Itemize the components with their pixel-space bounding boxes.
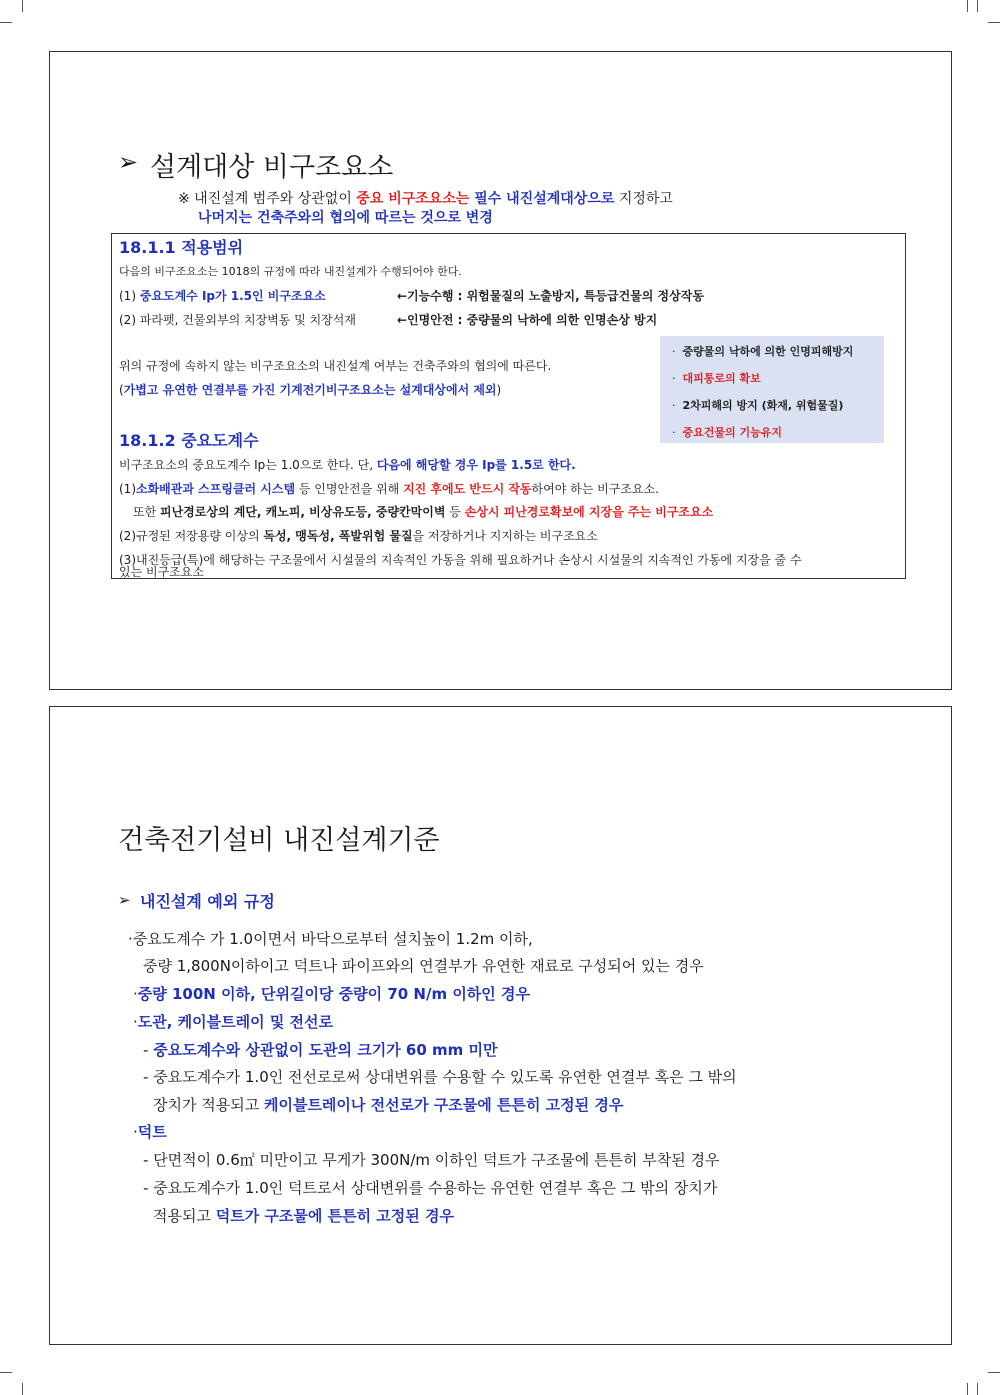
side-note-item: · 중요건물의 기능유지 (672, 426, 782, 439)
text-run: 등 (445, 505, 465, 519)
exception-line (143, 1066, 737, 1087)
text-run: 지정하고 (614, 191, 673, 207)
sec1-other: 위의 규정에 속하지 않는 비구조요소의 내진설계 여부는 건축주와의 협의에 따른다. (119, 359, 552, 373)
text-run: 장치가 적용되고 (153, 1096, 264, 1114)
sec1-item1-num: (1) (119, 289, 140, 303)
text-run: 케이블트레이나 전선로가 구조물에 튼튼히 고정된 경우 (263, 1096, 624, 1114)
text-run: 필수 내진설계대상으로 (469, 191, 615, 207)
section-18-1-2-title: 18.1.2 중요도계수 (119, 431, 259, 450)
sec1-item1 (119, 287, 326, 304)
text-run: 도관, 케이블트레이 및 전선로 (137, 1013, 334, 1031)
text-run: ※ 내진설계 범주와 상관없이 (178, 191, 357, 207)
text-run: 등 인명안전을 위해 (295, 482, 404, 496)
crop-mark (977, 0, 978, 12)
text-run: 다음에 해당할 경우 Ip를 1.5로 한다. (376, 458, 576, 472)
crop-mark (988, 22, 1000, 23)
text-run: · (133, 1013, 138, 1031)
text-run: 덕트가 구조물에 튼튼히 고정된 경우 (215, 1207, 454, 1225)
exception-line (143, 1039, 497, 1060)
crop-mark (22, 0, 23, 12)
slide2-heading: 내진설계 예외 규정 (140, 892, 275, 911)
text-run: 중량 1,800N이하이고 덕트나 파이프와의 연결부가 유연한 재료로 구성되어 있는 경우 (143, 957, 704, 975)
side-note-item: · 중량물의 낙하에 의한 인명피해방지 (672, 345, 854, 358)
text-run: 피난경로상의 계단, 캐노피, 비상유도등, 중량칸막이벽 (160, 505, 446, 519)
text-run: (1) (119, 482, 136, 496)
sec1-exclusion: (가볍고 유연한 연결부를 가진 기계전기비구조요소는 설계대상에서 제외) (119, 383, 502, 397)
exception-line (128, 928, 533, 949)
text-run: ·중요도계수 가 1.0이면서 바닥으로부터 설치높이 1.2m 이하, (128, 930, 533, 948)
sec2-line4 (119, 527, 598, 544)
crop-mark (22, 1383, 23, 1395)
text-run: · (133, 985, 138, 1003)
slide1-heading: 설계대상 비구조요소 (150, 152, 394, 183)
exception-line (153, 1094, 623, 1115)
sec2-line2 (119, 480, 659, 497)
text-run: 을 저장하거나 지지하는 비구조요소 (412, 529, 598, 543)
exception-line (143, 955, 704, 976)
side-note-item: · 대피통로의 확보 (672, 372, 761, 385)
text-run: 독성, 맹독성, 폭발위험 물질 (263, 529, 413, 543)
text-run: 손상시 피난경로확보에 지장을 주는 비구조요소 (464, 505, 714, 519)
section-18-1-1-title: 18.1.1 적용범위 (119, 238, 244, 257)
sec2-line1 (119, 456, 576, 473)
exception-line (133, 983, 530, 1004)
text-run: · (133, 1123, 138, 1141)
exception-line (153, 1205, 454, 1226)
crop-mark (0, 22, 12, 23)
crop-mark (967, 0, 968, 12)
text-run: (2)규정된 저장용량 이상의 (119, 529, 264, 543)
text-run: 소화배관과 스프링클러 시스템 (136, 482, 296, 496)
crop-mark (977, 1383, 978, 1395)
sec1-item2-note: ←인명안전 : 중량물의 낙하에 의한 인명손상 방지 (397, 313, 658, 327)
text-run: 또한 (133, 505, 160, 519)
exception-line (133, 1011, 333, 1032)
text-run: 중요 비구조요소는 (356, 191, 470, 207)
sec2-line3 (133, 503, 713, 520)
sec1-item1-note: ←기능수행 : 위험물질의 노출방지, 특등급건물의 정상작동 (397, 289, 704, 303)
sec2-line5-cont: 있는 비구조요소 (119, 565, 204, 579)
sec1-item2: (2) 파라펫, 건물외부의 치장벽동 및 치장석재 (119, 313, 356, 327)
slide1-note-line2: 나머지는 건축주와의 협의에 따르는 것으로 변경 (198, 210, 493, 226)
text-run: 지진 후에도 반드시 작동 (403, 482, 532, 496)
text-run: - 중요도계수가 1.0인 전선로로써 상대변위를 수용할 수 있도록 유연한 연결부 혹은 그 밖의 (143, 1068, 737, 1086)
exception-line (133, 1121, 167, 1142)
text-run: 중요도계수와 상관없이 도관의 크기가 60 mm 미만 (153, 1041, 498, 1059)
text-run: - 중요도계수가 1.0인 덕트로서 상대변위를 수용하는 유연한 연결부 혹은 그 밖의 장치가 (143, 1179, 718, 1197)
sec2-line5: (3)내진등급(특)에 해당하는 구조물에서 시설물의 지속적인 가동을 위해 필요하거나 손상시 시설물의 지속적인 가동에 지장을 줄 수 (119, 553, 802, 567)
text-run: 덕트 (137, 1123, 167, 1141)
crop-mark (967, 1383, 968, 1395)
slide2-heading-arrow: ➢ (118, 891, 131, 909)
text-run: - (143, 1041, 154, 1059)
slide2-title: 건축전기설비 내진설계기준 (118, 825, 440, 856)
text-run: 비구조요소의 중요도계수 Ip는 1.0으로 한다. 단, (119, 458, 377, 472)
crop-mark (988, 1372, 1000, 1373)
exception-line (143, 1149, 719, 1170)
crop-mark (0, 1372, 12, 1373)
exception-line (143, 1177, 717, 1198)
sec1-intro: 다음의 비구조요소는 1018의 규정에 따라 내진설계가 수행되어야 한다. (119, 265, 462, 278)
text-run: 중량 100N 이하, 단위길이당 중량이 70 N/m 이하인 경우 (137, 985, 530, 1003)
slide1-note-line1 (178, 188, 673, 208)
side-note-item: · 2차피해의 방지 (화재, 위험물질) (672, 399, 844, 412)
slide1-heading-arrow: ➢ (118, 148, 139, 176)
text-run: 하여야 하는 비구조요소. (531, 482, 659, 496)
sec1-item1-text: 중요도계수 Ip가 1.5인 비구조요소 (139, 289, 326, 303)
text-run: 적용되고 (153, 1207, 216, 1225)
text-run: - 단면적이 0.6㎡ 미만이고 무게가 300N/m 이하인 덕트가 구조물에 튼튼히 부착된 경우 (143, 1151, 720, 1169)
